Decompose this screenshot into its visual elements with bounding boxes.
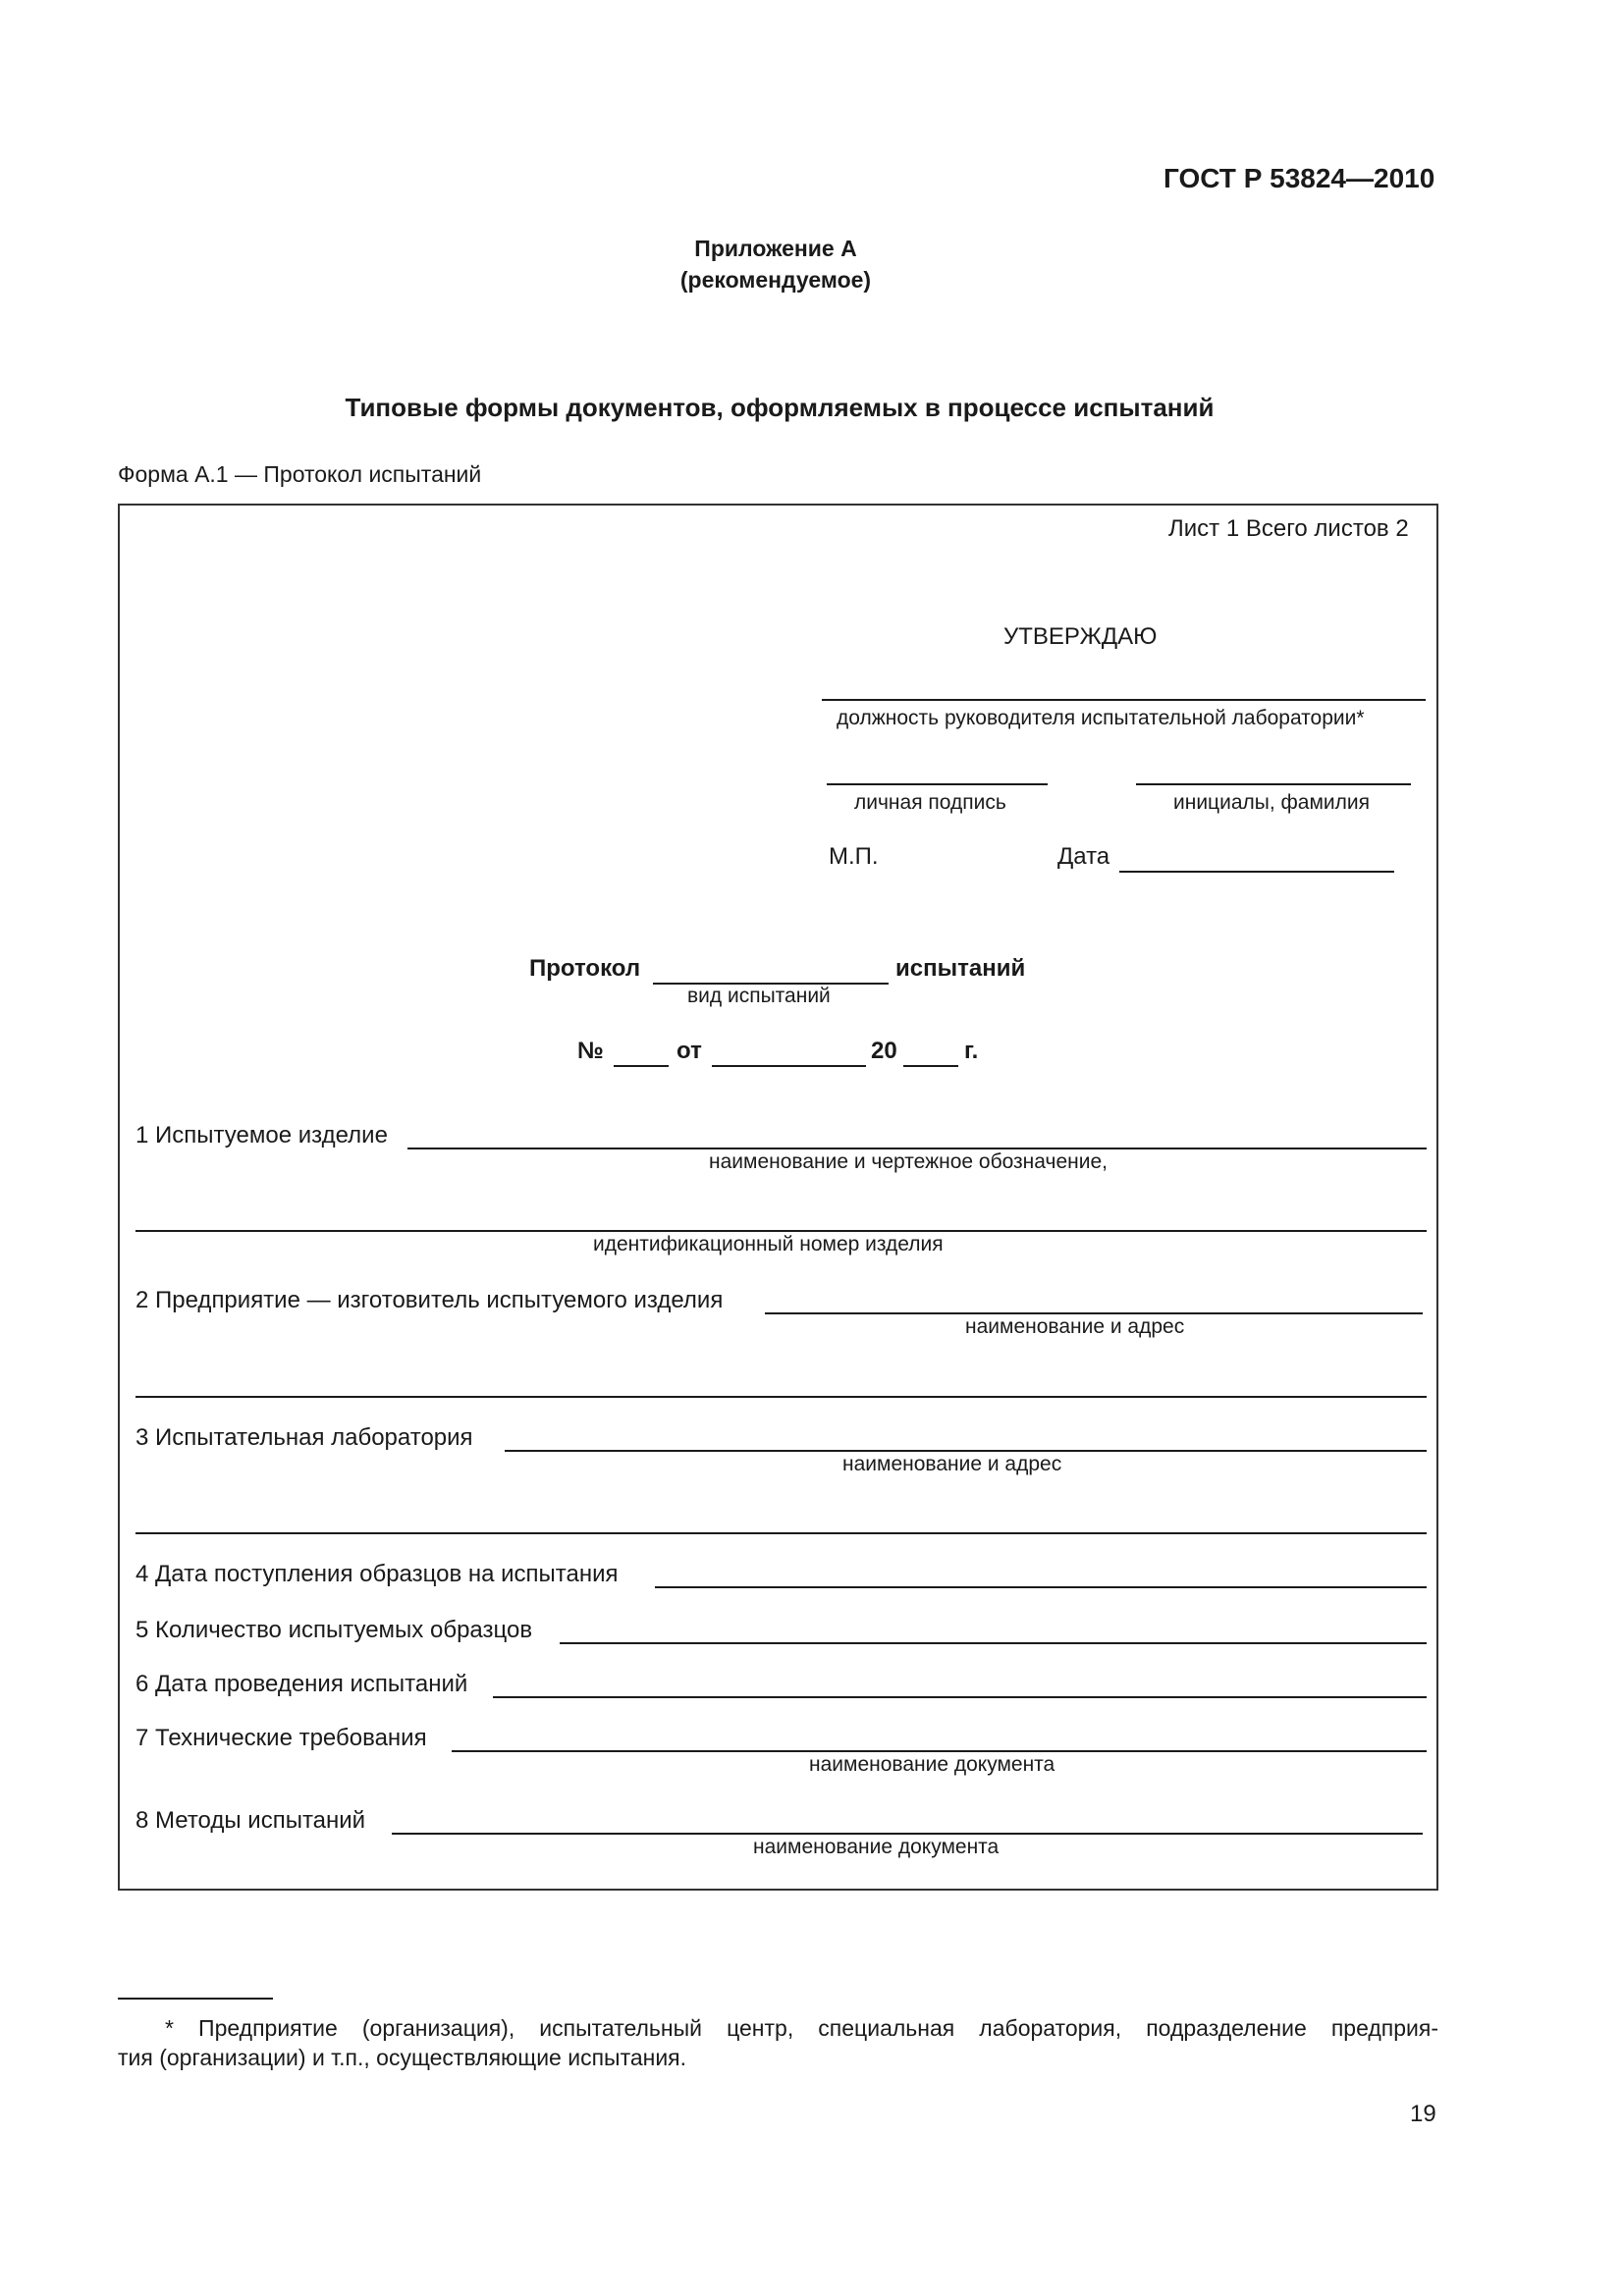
footnote-line-1: * Предприятие (организация), испытательный центр, специальная лаборатория, подразделение предприя- xyxy=(165,2015,1438,2041)
item-1-hint-name: наименование и чертежное обозначение, xyxy=(709,1150,1108,1173)
item-6-line[interactable] xyxy=(493,1696,1427,1698)
item-5-line[interactable] xyxy=(560,1642,1427,1644)
appendix-type: (рекомендуемое) xyxy=(679,267,872,293)
year-suffix: г. xyxy=(964,1038,979,1064)
footnote-line-2: тия (организации) и т.п., осуществляющие испытания. xyxy=(118,2045,687,2070)
sheet-info: Лист 1 Всего листов 2 xyxy=(1168,515,1409,542)
signature-line[interactable] xyxy=(827,783,1048,785)
page-number: 19 xyxy=(1410,2101,1436,2127)
number-label: № xyxy=(577,1038,604,1064)
item-7-hint: наименование документа xyxy=(809,1753,1055,1776)
document-id: ГОСТ Р 53824—2010 xyxy=(1163,163,1435,193)
item-1-label: 1 Испытуемое изделие xyxy=(135,1122,388,1148)
item-2-line[interactable] xyxy=(765,1312,1423,1314)
protocol-date-line[interactable] xyxy=(712,1065,866,1067)
protocol-title-prefix: Протокол xyxy=(529,955,641,982)
item-7-label: 7 Технические требования xyxy=(135,1725,427,1751)
appendix-title: Приложение А xyxy=(694,236,857,261)
item-8-line[interactable] xyxy=(392,1833,1423,1835)
number-line[interactable] xyxy=(614,1065,669,1067)
approval-date-line[interactable] xyxy=(1119,871,1394,873)
year-line[interactable] xyxy=(903,1065,958,1067)
item-2-label: 2 Предприятие — изготовитель испытуемого изделия xyxy=(135,1287,724,1313)
item-3-hint: наименование и адрес xyxy=(842,1453,1062,1475)
protocol-title-suffix: испытаний xyxy=(895,955,1026,982)
signature-hint: личная подпись xyxy=(854,791,1006,814)
section-title: Типовые формы документов, оформляемых в процессе испытаний xyxy=(345,393,1215,422)
from-label: от xyxy=(676,1038,702,1064)
item-4-label: 4 Дата поступления образцов на испытания xyxy=(135,1561,619,1587)
year-prefix: 20 xyxy=(871,1038,897,1064)
item-3-line[interactable] xyxy=(505,1450,1427,1452)
item-2-address-line[interactable] xyxy=(135,1396,1427,1398)
item-8-label: 8 Методы испытаний xyxy=(135,1807,366,1834)
footnote-rule xyxy=(118,1998,273,2000)
approval-title: УТВЕРЖДАЮ xyxy=(1003,623,1158,650)
form-caption: Форма А.1 — Протокол испытаний xyxy=(118,461,482,487)
item-3-address-line[interactable] xyxy=(135,1532,1427,1534)
item-6-label: 6 Дата проведения испытаний xyxy=(135,1671,468,1697)
position-hint: должность руководителя испытательной лаборатории* xyxy=(837,707,1365,729)
item-3-label: 3 Испытательная лаборатория xyxy=(135,1424,473,1451)
item-2-hint: наименование и адрес xyxy=(965,1315,1185,1338)
protocol-form xyxy=(118,504,1438,1891)
initials-line[interactable] xyxy=(1136,783,1411,785)
item-1-id-line[interactable] xyxy=(135,1230,1427,1232)
item-7-line[interactable] xyxy=(452,1750,1427,1752)
item-8-hint: наименование документа xyxy=(753,1836,1000,1858)
seal-label: М.П. xyxy=(829,843,879,870)
date-label: Дата xyxy=(1057,843,1110,870)
test-type-hint: вид испытаний xyxy=(687,985,831,1007)
item-1-hint-id: идентификационный номер изделия xyxy=(593,1233,944,1255)
position-line[interactable] xyxy=(822,699,1426,701)
initials-hint: инициалы, фамилия xyxy=(1173,791,1370,814)
item-4-line[interactable] xyxy=(655,1586,1427,1588)
item-5-label: 5 Количество испытуемых образцов xyxy=(135,1617,533,1643)
item-1-line[interactable] xyxy=(407,1148,1427,1149)
